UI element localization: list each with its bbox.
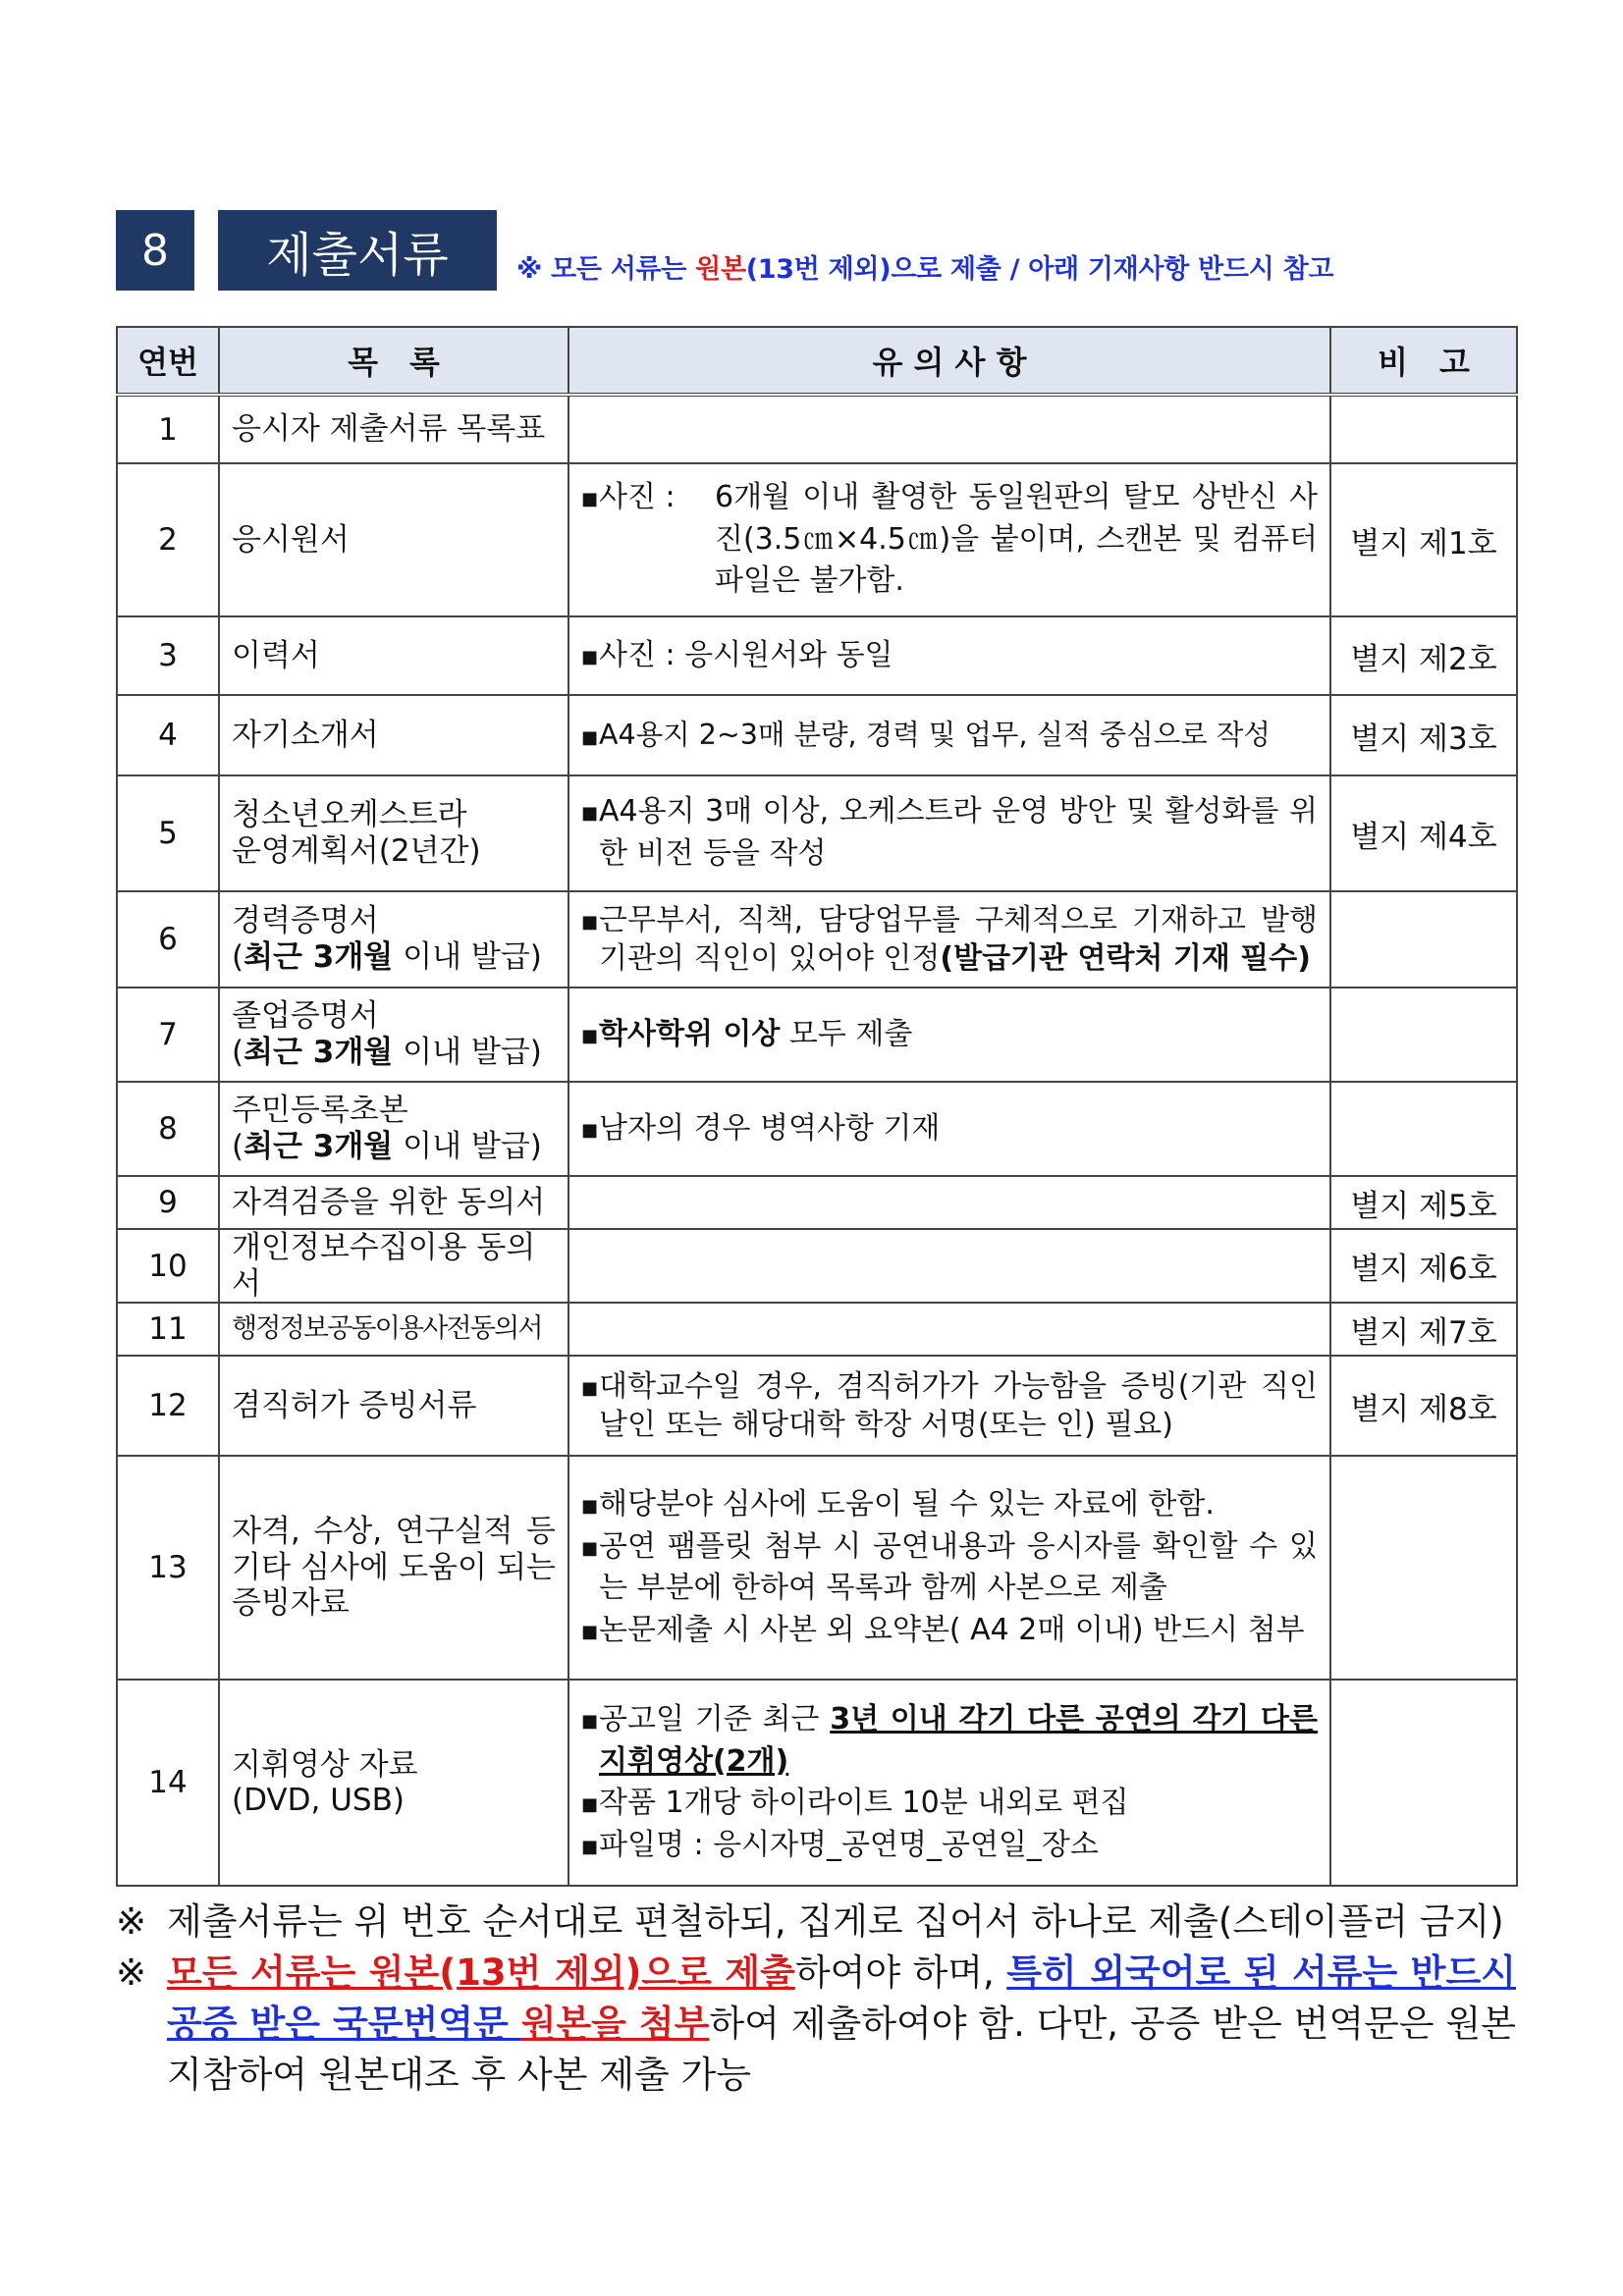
- table-row: 11 행정정보공동이용사전동의서 별지 제7호: [117, 1303, 1517, 1356]
- footer-note-2: ※ 모든 서류는 원본(13번 제외)으로 제출하여야 하며, 특히 외국어로 된 서류는 반드시 공증 받은 국문번역문 원본을 첨부하여 제출하여야 함. 다만, 공증 받은 번역문은 원본 지참하여 원본대조 후 사본 제출 가능: [116, 1951, 1516, 2096]
- table-row: 3 이력서 ■ 사진 : 응시원서와 동일 별지 제2호: [117, 616, 1517, 695]
- table-header-row: [117, 327, 1517, 395]
- section-number: 8: [116, 210, 194, 291]
- footer-notes: [116, 1896, 1516, 2101]
- table-row: 13 자격, 수상, 연구실적 등 기타 심사에 도움이 되는 증빙자료 ■ 해당분야 심사에 도움이 될 수 있는 자료에 한함. ■ 공연 팸플릿 첨부 시 공연내용과 응시자를 확인할 수 있는 부분에 한하여 목록과 함께 사본으로 제출 ■ 논문제출 시 사본 외 요약본( A4 2매 이내) 반드시 첨부: [117, 1456, 1517, 1680]
- table-row: 12 겸직허가 증빙서류 ■ 대학교수일 경우, 겸직허가가 가능함을 증빙(기관 직인 날인 또는 해당대학 학장 서명(또는 인) 필요) 별지 제8호: [117, 1356, 1517, 1456]
- table-row: 1 응시자 제출서류 목록표: [117, 395, 1517, 463]
- header-note: 유 의 사 항: [568, 327, 1330, 395]
- table-row: 4 자기소개서 ■ A4용지 2~3매 분량, 경력 및 업무, 실적 중심으로 작성 별지 제3호: [117, 695, 1517, 775]
- table-row: 2 응시원서 ■ 사진 : 6개월 이내 촬영한 동일원판의 탈모 상반신 사진(3.5㎝×4.5㎝)을 붙이며, 스캔본 및 컴퓨터 파일은 불가함. 별지 제1호: [117, 463, 1517, 616]
- table-row: 6 경력증명서 (최근 3개월 이내 발급) ■ 근무부서, 직책, 담당업무를 구체적으로 기재하고 발행기관의 직인이 있어야 인정(발급기관 연락처 기재 필수): [117, 891, 1517, 988]
- footer-note-1: ※ 제출서류는 위 번호 순서대로 편철하되, 집게로 집어서 하나로 제출(스테이플러 금지): [116, 1900, 1504, 1943]
- header-no: 연번: [117, 327, 219, 395]
- table-row: 10 개인정보수집이용 동의서 별지 제6호: [117, 1229, 1517, 1303]
- table-row: 7 졸업증명서 (최근 3개월 이내 발급) ■ 학사학위 이상 모두 제출: [117, 988, 1517, 1082]
- table-row: 9 자격검증을 위한 동의서 별지 제5호: [117, 1176, 1517, 1229]
- header-remark: 비 고: [1330, 327, 1517, 395]
- section-note: ※ 모든 서류는 원본(13번 제외)으로 제출 / 아래 기재사항 반드시 참고: [516, 254, 1334, 285]
- documents-table: [116, 326, 1518, 1887]
- table-row: 5 청소년오케스트라 운영계획서(2년간) ■ A4용지 3매 이상, 오케스트라 운영 방안 및 활성화를 위한 비전 등을 작성 별지 제4호: [117, 775, 1517, 891]
- table-row: 8 주민등록초본 (최근 3개월 이내 발급) ■ 남자의 경우 병역사항 기재: [117, 1082, 1517, 1176]
- section-title: 제출서류: [218, 210, 497, 291]
- table-row: 14 지휘영상 자료 (DVD, USB) ■ 공고일 기준 최근 3년 이내 각기 다른 공연의 각기 다른 지휘영상(2개) ■ 작품 1개당 하이라이트 10분 내외로 편집 ■ 파일명 : 응시자명_공연명_공연일_장소: [117, 1680, 1517, 1886]
- header-item: 목 록: [219, 327, 568, 395]
